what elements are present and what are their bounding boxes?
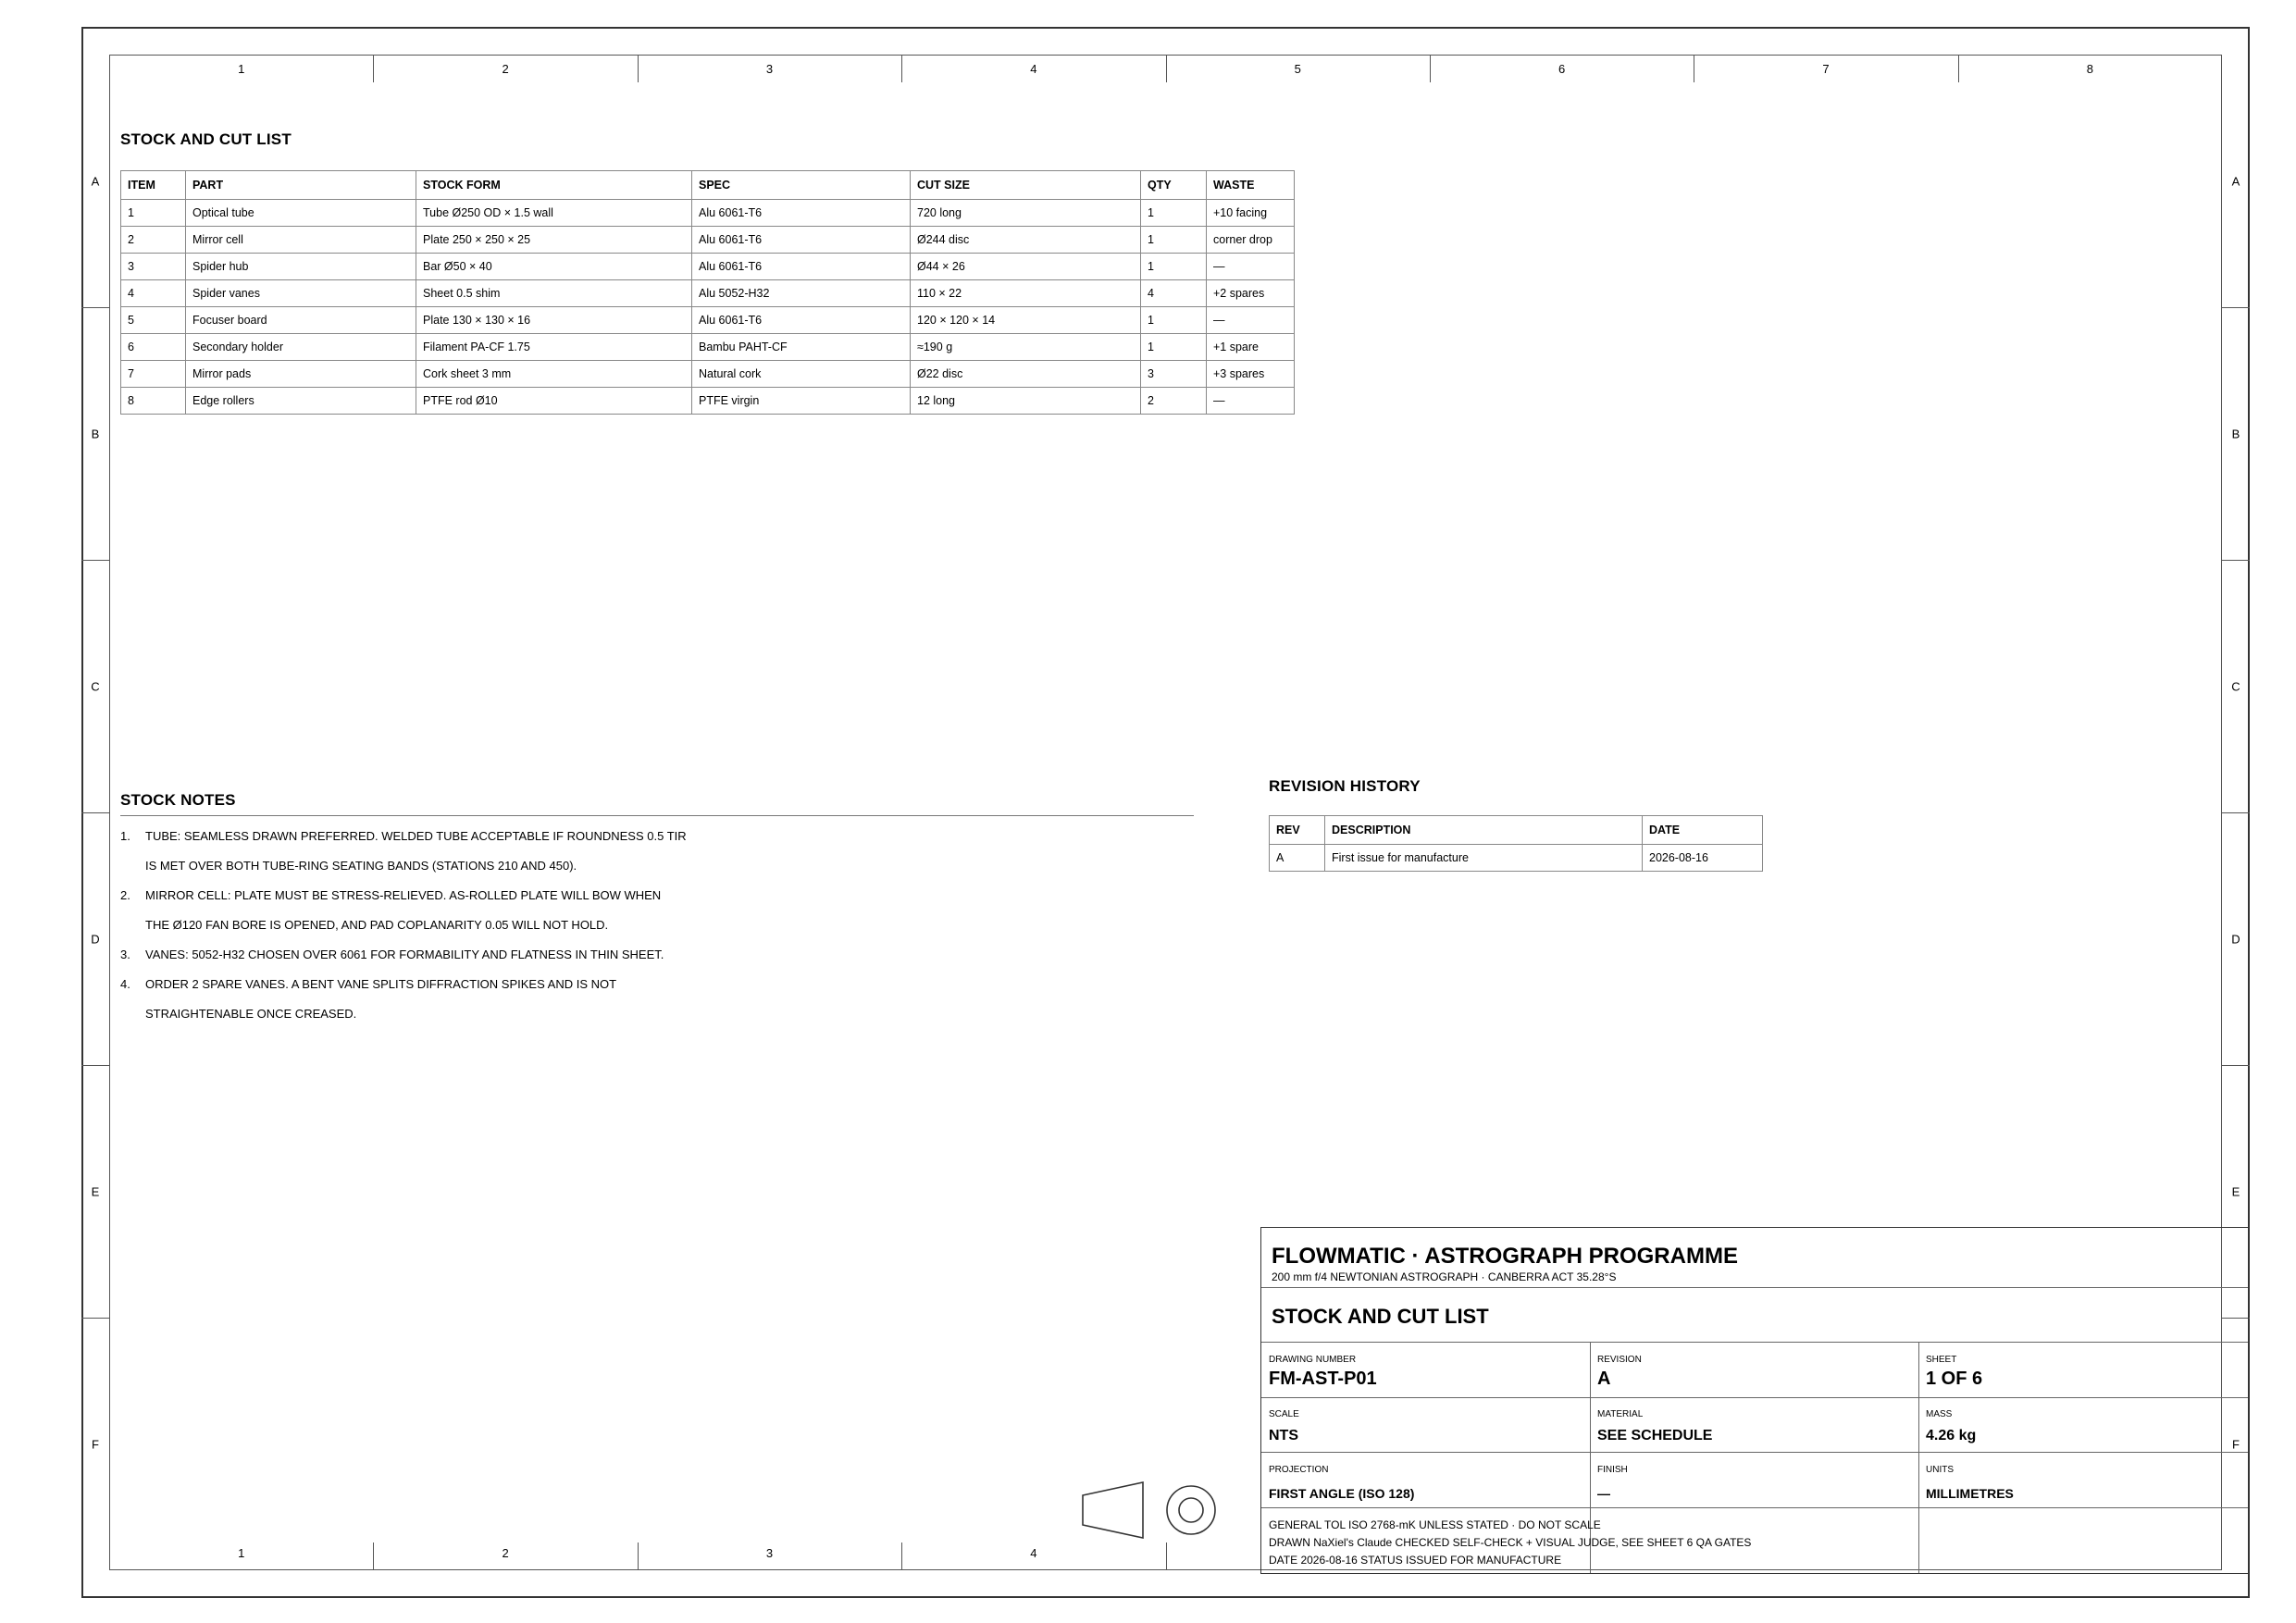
table-cell: 3 <box>121 254 186 280</box>
zone-tick <box>901 55 902 82</box>
table-cell: Plate 130 × 130 × 16 <box>416 307 692 334</box>
table-cell: 4 <box>121 280 186 307</box>
table-cell: 1 <box>1141 254 1207 280</box>
table-cell: First issue for manufacture <box>1325 845 1643 872</box>
sheet-label: SHEET <box>1926 1355 1957 1365</box>
table-cell: 4 <box>1141 280 1207 307</box>
zone-tick <box>1958 55 1959 82</box>
mass-value: 4.26 kg <box>1926 1428 1977 1443</box>
table-cell: +2 spares <box>1207 280 1295 307</box>
title-block <box>1260 1227 2249 1574</box>
table-cell: 8 <box>121 388 186 415</box>
zone-row-label: B <box>2231 427 2240 440</box>
table-cell: — <box>1207 307 1295 334</box>
stock-notes-title: STOCK NOTES <box>120 791 236 809</box>
table-header-row <box>121 171 1295 200</box>
scale-label: SCALE <box>1269 1409 1299 1419</box>
zone-column-label: 7 <box>1822 62 1830 76</box>
zone-tick <box>2222 812 2250 813</box>
note-text: STRAIGHTENABLE ONCE CREASED. <box>145 1007 357 1021</box>
table-cell: Cork sheet 3 mm <box>416 361 692 388</box>
zone-tick <box>81 1065 109 1066</box>
material-value: SEE SCHEDULE <box>1597 1428 1713 1443</box>
table-cell: A <box>1270 845 1325 872</box>
table-cell: corner drop <box>1207 227 1295 254</box>
table-cell: 1 <box>121 200 186 227</box>
zone-row-label: F <box>92 1437 99 1451</box>
note-number: 4. <box>120 977 130 991</box>
first-angle-projection-icon <box>1074 1477 1222 1543</box>
column-header: ITEM <box>121 171 186 200</box>
notes-divider <box>120 815 1194 816</box>
scale-value: NTS <box>1269 1428 1298 1443</box>
zone-row-label: A <box>2231 174 2240 188</box>
revision-history-title: REVISION HISTORY <box>1269 777 1421 795</box>
table-cell: Alu 6061-T6 <box>692 227 911 254</box>
units-label: UNITS <box>1926 1465 1954 1475</box>
zone-tick <box>81 560 109 561</box>
revision-value: A <box>1597 1369 1611 1389</box>
table-row <box>121 227 1295 254</box>
column-header: PART <box>186 171 416 200</box>
zone-column-label: 8 <box>2086 62 2093 76</box>
table-cell: — <box>1207 254 1295 280</box>
table-cell: +3 spares <box>1207 361 1295 388</box>
table-cell: — <box>1207 388 1295 415</box>
table-cell: 3 <box>1141 361 1207 388</box>
material-label: MATERIAL <box>1597 1409 1644 1419</box>
zone-row-label: C <box>2231 679 2240 693</box>
table-cell: 5 <box>121 307 186 334</box>
sheet-value: 1 OF 6 <box>1926 1369 1983 1389</box>
table-row <box>121 254 1295 280</box>
table-cell: Secondary holder <box>186 334 416 361</box>
table-cell: 720 long <box>911 200 1141 227</box>
table-row <box>121 361 1295 388</box>
note-number: 2. <box>120 888 130 902</box>
table-cell: Plate 250 × 250 × 25 <box>416 227 692 254</box>
table-cell: ≈190 g <box>911 334 1141 361</box>
table-row <box>121 388 1295 415</box>
table-cell: Mirror pads <box>186 361 416 388</box>
table-cell: Tube Ø250 OD × 1.5 wall <box>416 200 692 227</box>
zone-column-label: 5 <box>1294 62 1301 76</box>
company-title: FLOWMATIC · ASTROGRAPH PROGRAMME <box>1272 1244 1738 1269</box>
table-cell: Spider vanes <box>186 280 416 307</box>
table-cell: 110 × 22 <box>911 280 1141 307</box>
zone-row-label: A <box>91 174 100 188</box>
column-header: QTY <box>1141 171 1207 200</box>
zone-column-label: 4 <box>1030 1546 1037 1560</box>
table-cell: Alu 6061-T6 <box>692 254 911 280</box>
revision-table <box>1269 815 1763 872</box>
table-cell: PTFE virgin <box>692 388 911 415</box>
table-cell: Bambu PAHT-CF <box>692 334 911 361</box>
note-text: TUBE: SEAMLESS DRAWN PREFERRED. WELDED TUBE ACCEPTABLE IF ROUNDNESS 0.5 TIR <box>145 829 687 843</box>
table-cell: +1 spare <box>1207 334 1295 361</box>
zone-column-label: 3 <box>765 62 774 76</box>
table-cell: 1 <box>1141 307 1207 334</box>
zone-row-label: F <box>2232 1437 2240 1451</box>
table-cell: 1 <box>1141 334 1207 361</box>
tolerance-note: GENERAL TOL ISO 2768-mK UNLESS STATED · DO NOT SCALE <box>1269 1518 1601 1531</box>
zone-column-label: 1 <box>238 1546 245 1560</box>
table-row <box>121 307 1295 334</box>
mass-label: MASS <box>1926 1409 1953 1419</box>
zone-tick <box>2222 307 2250 308</box>
zone-tick <box>81 307 109 308</box>
column-header: CUT SIZE <box>911 171 1141 200</box>
units-value: MILLIMETRES <box>1926 1486 2014 1501</box>
table-cell: 120 × 120 × 14 <box>911 307 1141 334</box>
note-text: MIRROR CELL: PLATE MUST BE STRESS-RELIEVED. AS-ROLLED PLATE WILL BOW WHEN <box>145 888 662 902</box>
table-cell: 1 <box>1141 227 1207 254</box>
projection-value: FIRST ANGLE (ISO 128) <box>1269 1486 1415 1501</box>
project-subtitle: 200 mm f/4 NEWTONIAN ASTROGRAPH · CANBERRA ACT 35.28°S <box>1272 1270 1617 1283</box>
zone-tick <box>638 55 639 82</box>
finish-label: FINISH <box>1597 1465 1628 1475</box>
zone-row-label: D <box>2231 932 2240 946</box>
table-cell: Ø44 × 26 <box>911 254 1141 280</box>
note-text: VANES: 5052-H32 CHOSEN OVER 6061 FOR FORMABILITY AND FLATNESS IN THIN SHEET. <box>145 948 664 961</box>
finish-value: — <box>1597 1486 1610 1501</box>
note-text: ORDER 2 SPARE VANES. A BENT VANE SPLITS DIFFRACTION SPIKES AND IS NOT <box>145 977 617 991</box>
table-cell: Ø244 disc <box>911 227 1141 254</box>
table-cell: Focuser board <box>186 307 416 334</box>
drawing-number-label: DRAWING NUMBER <box>1269 1355 1357 1365</box>
column-header: SPEC <box>692 171 911 200</box>
table-cell: 2 <box>121 227 186 254</box>
zone-column-label: 4 <box>1030 62 1037 76</box>
zone-tick <box>1166 55 1167 82</box>
zone-tick <box>373 1542 374 1570</box>
table-cell: Alu 5052-H32 <box>692 280 911 307</box>
table-cell: 12 long <box>911 388 1141 415</box>
zone-tick <box>2222 1065 2250 1066</box>
table-cell: Sheet 0.5 shim <box>416 280 692 307</box>
zone-column-label: 1 <box>238 62 245 76</box>
note-text: IS MET OVER BOTH TUBE-RING SEATING BANDS (STATIONS 210 AND 450). <box>145 859 577 873</box>
zone-tick <box>638 1542 639 1570</box>
zone-column-label: 2 <box>502 62 509 76</box>
table-cell: 6 <box>121 334 186 361</box>
zone-tick <box>1430 55 1431 82</box>
table-row <box>121 334 1295 361</box>
table-cell: +10 facing <box>1207 200 1295 227</box>
note-number: 3. <box>120 948 130 961</box>
table-cell: 2026-08-16 <box>1643 845 1763 872</box>
table-cell: Ø22 disc <box>911 361 1141 388</box>
zone-row-label: B <box>91 427 100 440</box>
zone-column-label: 6 <box>1558 62 1566 76</box>
zone-tick <box>901 1542 902 1570</box>
projection-label: PROJECTION <box>1269 1465 1329 1475</box>
drawing-title: STOCK AND CUT LIST <box>1272 1305 1489 1328</box>
table-row <box>1270 845 1763 872</box>
column-header: WASTE <box>1207 171 1295 200</box>
table-cell: 7 <box>121 361 186 388</box>
table-header-row <box>1270 816 1763 845</box>
table-cell: Filament PA-CF 1.75 <box>416 334 692 361</box>
zone-tick <box>373 55 374 82</box>
zone-tick <box>81 812 109 813</box>
column-header: DATE <box>1643 816 1763 845</box>
column-header: REV <box>1270 816 1325 845</box>
table-cell: Mirror cell <box>186 227 416 254</box>
table-cell: Spider hub <box>186 254 416 280</box>
drawn-checked-note: DRAWN NaXiel's Claude CHECKED SELF-CHECK + VISUAL JUDGE, SEE SHEET 6 QA GATES <box>1269 1536 1752 1549</box>
stock-list-title: STOCK AND CUT LIST <box>120 130 292 148</box>
zone-tick <box>1166 1542 1167 1570</box>
table-cell: PTFE rod Ø10 <box>416 388 692 415</box>
table-cell: Alu 6061-T6 <box>692 307 911 334</box>
column-header: DESCRIPTION <box>1325 816 1643 845</box>
date-status-note: DATE 2026-08-16 STATUS ISSUED FOR MANUFACTURE <box>1269 1554 1562 1567</box>
column-header: STOCK FORM <box>416 171 692 200</box>
zone-tick <box>81 1318 109 1319</box>
table-cell: Alu 6061-T6 <box>692 200 911 227</box>
zone-row-label: C <box>91 679 100 693</box>
table-row <box>121 200 1295 227</box>
table-cell: Bar Ø50 × 40 <box>416 254 692 280</box>
zone-tick <box>2222 560 2250 561</box>
drawing-number: FM-AST-P01 <box>1269 1369 1377 1389</box>
note-number: 1. <box>120 829 130 843</box>
stock-cut-table <box>120 170 1295 415</box>
table-cell: Optical tube <box>186 200 416 227</box>
zone-row-label: E <box>91 1184 100 1198</box>
table-cell: 1 <box>1141 200 1207 227</box>
zone-column-label: 2 <box>502 1546 509 1560</box>
table-cell: Edge rollers <box>186 388 416 415</box>
note-text: THE Ø120 FAN BORE IS OPENED, AND PAD COPLANARITY 0.05 WILL NOT HOLD. <box>145 918 609 932</box>
table-row <box>121 280 1295 307</box>
table-cell: Natural cork <box>692 361 911 388</box>
table-cell: 2 <box>1141 388 1207 415</box>
zone-row-label: E <box>2231 1184 2240 1198</box>
zone-column-label: 3 <box>765 1546 774 1560</box>
zone-row-label: D <box>91 932 100 946</box>
revision-label: REVISION <box>1597 1355 1642 1365</box>
